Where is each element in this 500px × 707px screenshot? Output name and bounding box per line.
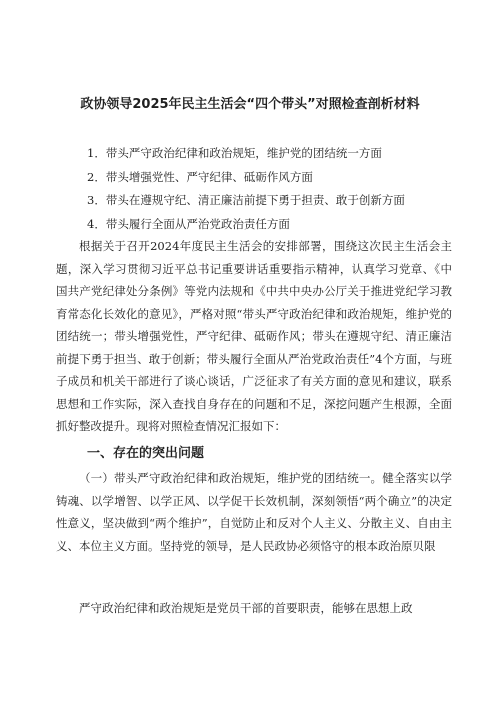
outline-item: 1．带头严守政治纪律和政治规矩，维护党的团结统一方面 <box>87 146 382 160</box>
outline-item: 2．带头增强党性、严守纪律、砥砺作风方面 <box>87 169 313 184</box>
intro-paragraph: 根据关于召开2024年度民主生活会的安排部署，围绕这次民主生活会主题，深入学习贯彻习近平总书记重要讲话重要指示精神，认真学习党章、《中国共产党纪律处分条例》等党内法规和《中共中央办公厅关于推进党纪学习教育常态化长效化的意见》，严格对照“带头严守政治纪律和政治规矩，维护党的团结统一；带头增强党性，严守纪律、砥砺作风；带头在遵规守纪、清正廉洁前提下勇于担当、敢于创新；带头履行全面从严治党政治责任”4个方面，与班子成员和机关干部进行了谈心谈话，广泛征求了有关方面的意见和建议，联系思想和工作实际，深入查找自身存在的问题和不足，深挖问题产生根源，全面抓好整改提升。现将对照检查情况汇报如下： <box>56 239 452 433</box>
outline-list <box>87 144 487 238</box>
outline-item: 4．带头履行全面从严治党政治责任方面 <box>87 216 290 231</box>
document-title: 政协领导2025年民主生活会“四个带头”对照检查剖析材料 <box>80 97 420 112</box>
section-heading: 一、存在的突出问题 <box>87 446 205 461</box>
subsection-paragraph: （一）带头严守政治纪律和政治规矩，维护党的团结统一。健全落实以学铸魂、以学增智、以学正风、以学促干长效机制，深刻领悟“两个确立”的决定性意义，坚决做到“两个维护”，自觉防止和反对个人主义、分散主义、自由主义、本位主义方面。坚持党的领导，是人民政协必须恪守的根本政治原贝限 <box>56 471 452 553</box>
outline-item: 3．带头在遵规守纪、清正廉洁前提下勇于担责、敢于创新方面 <box>87 193 405 207</box>
closing-paragraph: 严守政治纪律和政治规矩是党员干部的首要职责，能够在思想上政 <box>79 601 413 615</box>
